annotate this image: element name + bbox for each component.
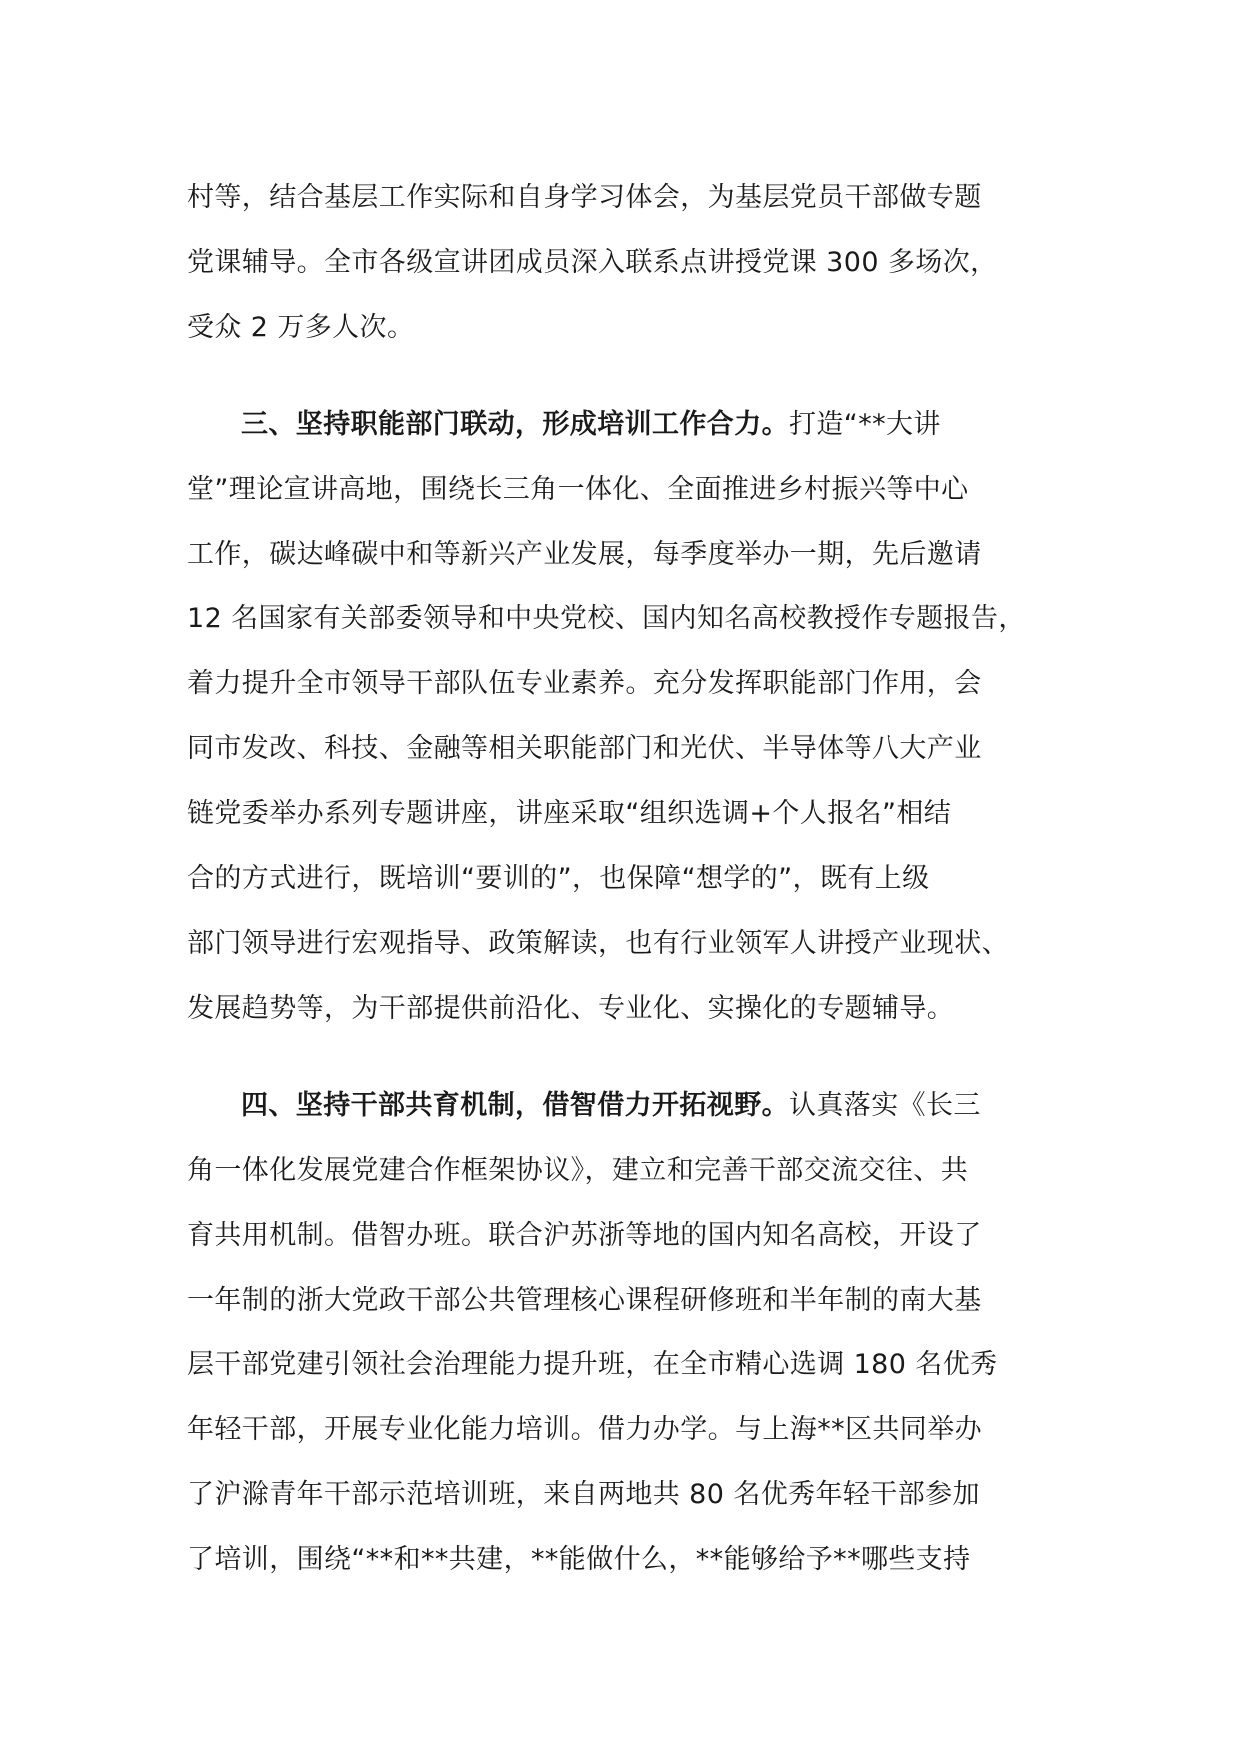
paragraph-1 — [187, 166, 1057, 361]
text-line: 链党委举办系列专题讲座，讲座采取“组织选调+个人报名”相结 — [187, 798, 952, 830]
text-line: 了沪滁青年干部示范培训班，来自两地共 80 名优秀年轻干部参加 — [187, 1479, 980, 1511]
text-line: 年轻干部，开展专业化能力培训。借力办学。与上海**区共同举办 — [187, 1414, 982, 1446]
text-line: 12 名国家有关部委领导和中央党校、国内知名高校教授作专题报告， — [187, 603, 1026, 635]
text-line: 受众 2 万多人次。 — [187, 311, 415, 343]
text-line: 层干部党建引领社会治理能力提升班，在全市精心选调 180 名优秀 — [187, 1349, 998, 1381]
text-line: 合的方式进行，既培训“要训的”，也保障“想学的”，既有上级 — [187, 863, 930, 895]
text-line: 发展趋势等，为干部提供前沿化、专业化、实操化的专题辅导。 — [187, 992, 955, 1024]
text-line: 了培训，围绕“**和**共建，**能做什么，**能够给予**哪些支持 — [187, 1544, 971, 1576]
text-run: 认真落实《长三 — [789, 1089, 981, 1121]
text-line: 育共用机制。借智办班。联合沪苏浙等地的国内知名高校，开设了 — [187, 1219, 982, 1251]
text-line: 一年制的浙大党政干部公共管理核心课程研修班和半年制的南大基 — [187, 1284, 982, 1316]
text-line: 党课辅导。全市各级宣讲团成员深入联系点讲授党课 300 多场次， — [187, 246, 998, 278]
text-line: 部门领导进行宏观指导、政策解读，也有行业领军人讲授产业现状、 — [187, 927, 1009, 959]
section-heading: 三、坚持职能部门联动，形成培训工作合力。 — [241, 408, 789, 440]
text-line: 村等，结合基层工作实际和自身学习体会，为基层党员干部做专题 — [187, 182, 982, 213]
text-line: 同市发改、科技、金融等相关职能部门和光伏、半导体等八大产业 — [187, 733, 982, 765]
text-line: 堂”理论宣讲高地，围绕长三角一体化、全面推进乡村振兴等中心 — [187, 473, 969, 505]
text-run: 打造“**大讲 — [789, 408, 941, 440]
paragraph-first-line — [187, 1074, 1057, 1139]
paragraph-2 — [187, 393, 1057, 1042]
paragraph-first-line — [187, 393, 1057, 458]
document-body — [187, 166, 1057, 1593]
section-heading: 四、坚持干部共育机制，借智借力开拓视野。 — [241, 1089, 789, 1121]
text-line: 角一体化发展党建合作框架协议》，建立和完善干部交流交往、共 — [187, 1154, 969, 1186]
text-line: 着力提升全市领导干部队伍专业素养。充分发挥职能部门作用，会 — [187, 668, 982, 700]
text-line: 工作，碳达峰碳中和等新兴产业发展，每季度举办一期，先后邀请 — [187, 538, 982, 570]
paragraph-3 — [187, 1074, 1057, 1593]
